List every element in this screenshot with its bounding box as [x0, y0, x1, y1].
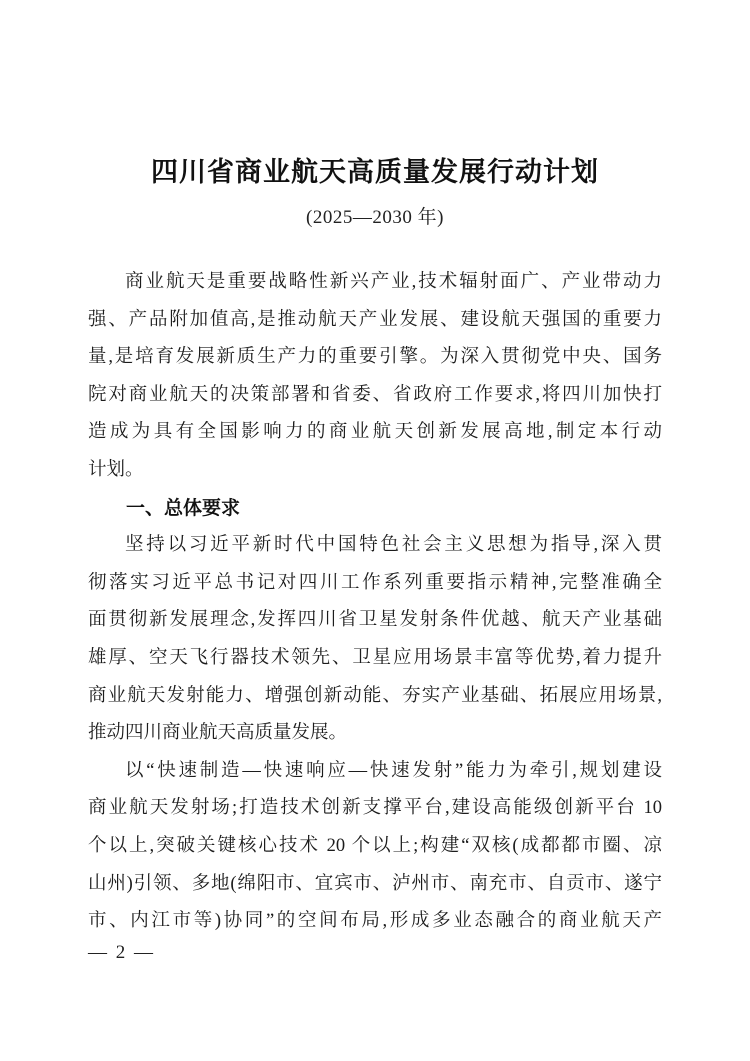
text-line: 山州)引领、多地(绵阳市、宜宾市、泸州市、南充市、自贡市、遂宁: [88, 873, 662, 894]
text-line: 市、内江市等)协同”的空间布局,形成多业态融合的商业航天产: [88, 911, 662, 932]
text-line: 强、产品附加值高,是推动航天产业发展、建设航天强国的重要力: [88, 309, 662, 330]
text-line: 量,是培育发展新质生产力的重要引擎。为深入贯彻党中央、国务: [88, 347, 662, 368]
text-line: 面贯彻新发展理念,发挥四川省卫星发射条件优越、航天产业基础: [88, 610, 662, 631]
text-line: 以“快速制造—快速响应—快速发射”能力为牵引,规划建设: [125, 760, 662, 781]
text-line: 雄厚、空天飞行器技术领先、卫星应用场景丰富等优势,着力提升: [88, 647, 662, 668]
text-line: 院对商业航天的决策部署和省委、省政府工作要求,将四川加快打: [88, 384, 662, 405]
text-line: 坚持以习近平新时代中国特色社会主义思想为指导,深入贯: [125, 535, 662, 556]
document-subtitle: (2025—2030 年): [306, 207, 444, 228]
text-line: 彻落实习近平总书记对四川工作系列重要指示精神,完整准确全: [88, 572, 662, 593]
section-heading: 一、总体要求: [126, 497, 241, 519]
text-line: 个以上,突破关键核心技术 20 个以上;构建“双核(成都都市圈、凉: [88, 835, 662, 856]
text-line: 造成为具有全国影响力的商业航天创新发展高地,制定本行动: [88, 422, 662, 443]
text-line: 计划。: [88, 459, 144, 480]
text-line: 商业航天是重要战略性新兴产业,技术辐射面广、产业带动力: [125, 272, 662, 292]
text-line: 商业航天发射能力、增强创新动能、夯实产业基础、拓展应用场景,: [88, 685, 662, 706]
document-title: 四川省商业航天高质量发展行动计划: [151, 157, 599, 187]
text-line: 商业航天发射场;打造技术创新支撑平台,建设高能级创新平台 10: [88, 798, 662, 819]
document-body: [88, 264, 662, 941]
page-number: — 2 —: [88, 942, 155, 963]
text-line: 推动四川商业航天高质量发展。: [88, 723, 348, 744]
